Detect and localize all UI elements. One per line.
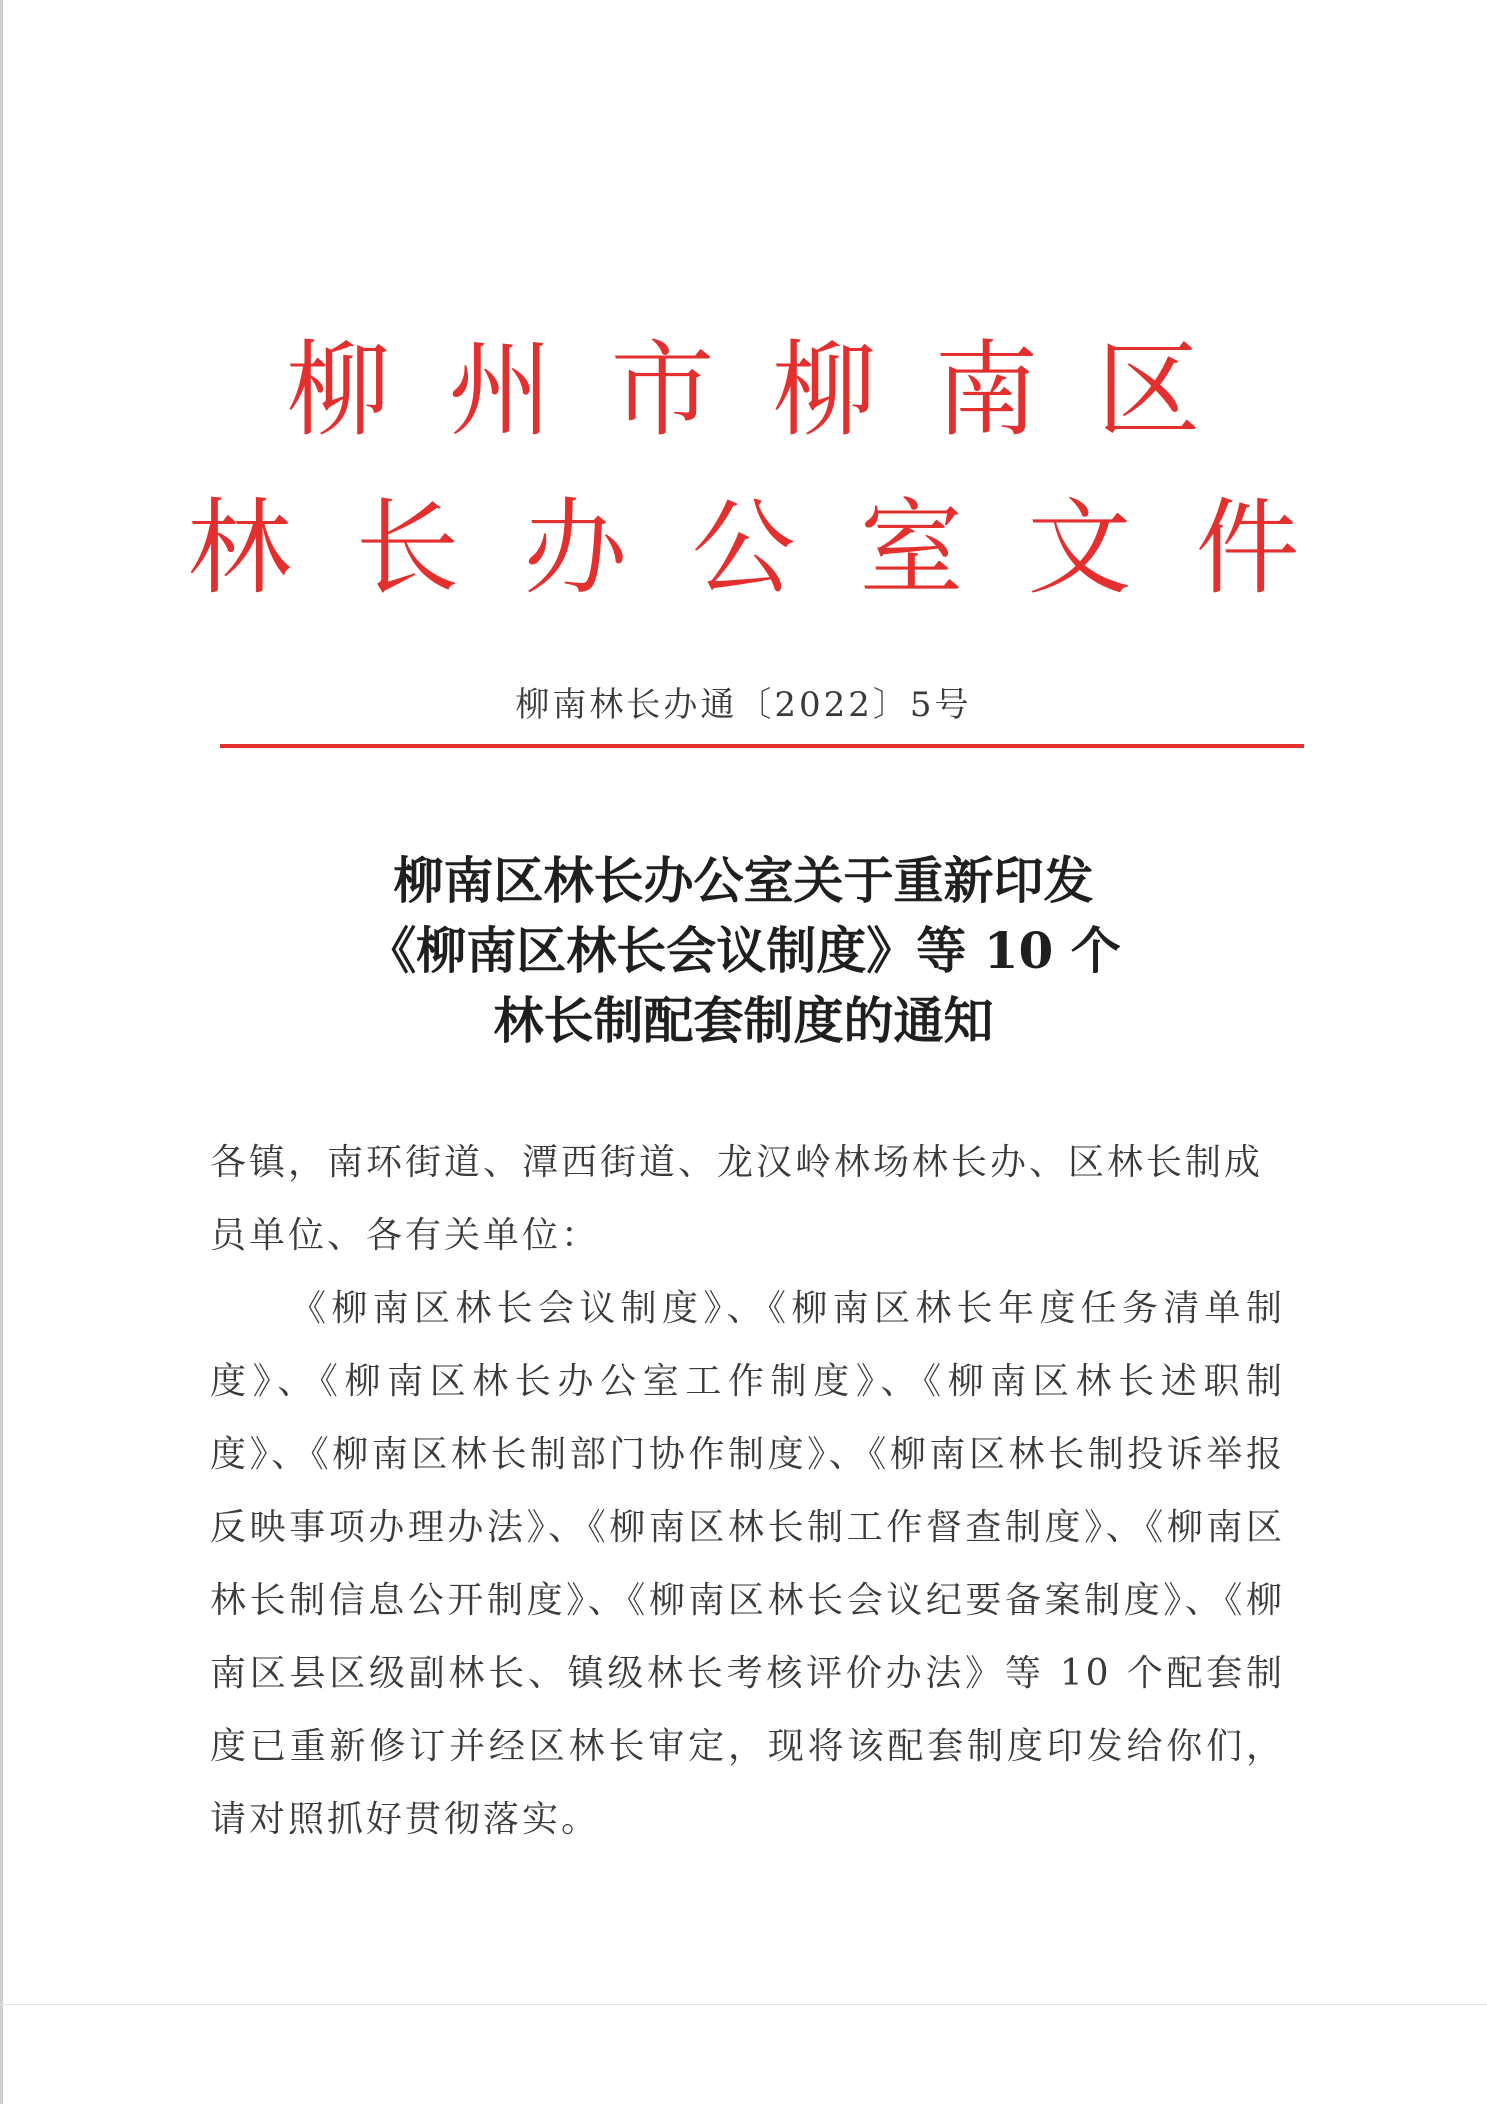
masthead-line-2: 林长办公室文件 [187, 487, 1364, 609]
document-number: 柳南林长办通〔2022〕5号 [515, 685, 972, 725]
salutation: 各镇，南环街道、潭西街道、龙汉岭林场林长办、区林长制成员单位、各有关单位： [210, 1142, 1264, 1256]
scan-bottom-edge [0, 2004, 1487, 2005]
red-separator-rule [220, 744, 1304, 748]
title-line-2: 《柳南区林长会议制度》等 10 个 [366, 921, 1121, 980]
masthead-line-1: 柳州市柳南区 [286, 329, 1259, 451]
title-line-1: 柳南区林长办公室关于重新印发 [393, 851, 1094, 910]
title-line-3: 林长制配套制度的通知 [493, 991, 994, 1050]
body-paragraph: 《柳南区林长会议制度》、《柳南区林长年度任务清单制度》、《柳南区林长办公室工作制度》、《柳南区林长述职制度》、《柳南区林长制部门协作制度》、《柳南区林长制投诉举报反映事项办理办法》、《柳南区林长制工作督查制度》、《柳南区林长制信息公开制度》、《柳南区林长会议纪要备案制度》、《柳南区县区级副林长、镇级林长考核评价办法》等 10 个配套制度已重新修订并经区林长审定，现将该配套制度印发给你们，请对照抓好贯彻落实。 [210, 1288, 1285, 1840]
